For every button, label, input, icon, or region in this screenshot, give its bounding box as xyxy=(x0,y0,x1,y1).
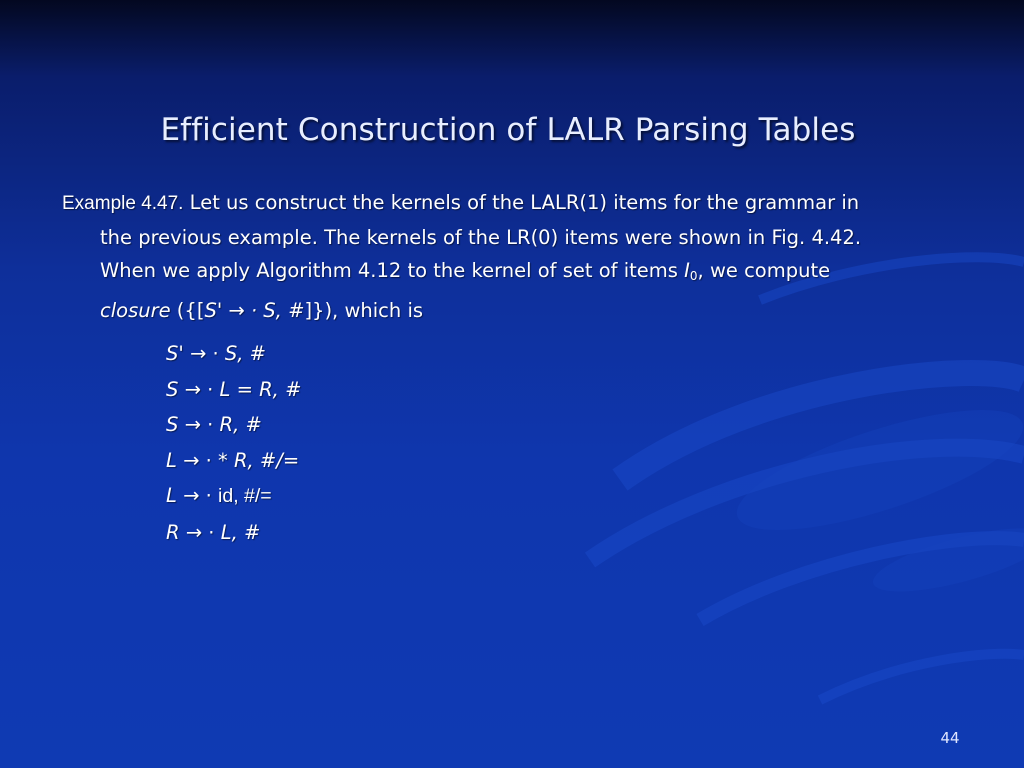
slide-title: Efficient Construction of LALR Parsing Tables xyxy=(160,112,856,148)
item-lhs: L xyxy=(166,448,177,472)
paragraph-text-1: Let us construct the kernels of the LALR(1) items for the grammar in xyxy=(189,191,860,214)
closure-open: ({[ xyxy=(170,298,205,322)
lr-items-list xyxy=(166,336,301,551)
paragraph-line-2: the previous example. The kernels of the LR(0) items were shown in Fig. 4.42. xyxy=(100,225,862,249)
item-lhs: S' xyxy=(166,342,184,365)
item-lhs: L xyxy=(166,484,177,508)
item-arrow: → · xyxy=(176,448,219,472)
closure-close: ]}), which is xyxy=(304,298,424,322)
paragraph-text-3b: , we compute xyxy=(697,259,831,282)
item-rhs: L = R, # xyxy=(219,377,302,401)
example-label: Example 4.47. xyxy=(62,193,184,214)
item-rhs: * R, #/= xyxy=(218,448,300,472)
closure-item: S' → · S, # xyxy=(204,298,305,322)
lr-item-row xyxy=(166,336,301,372)
lr-item-row xyxy=(166,478,301,515)
lr-item-row xyxy=(166,443,301,479)
item-lhs: S xyxy=(166,377,179,401)
paragraph-text-3a: When we apply Algorithm 4.12 to the kernel of set of items xyxy=(100,259,685,282)
set-symbol: I xyxy=(684,259,690,282)
item-arrow: → · xyxy=(178,413,220,437)
page-number: 44 xyxy=(940,729,960,747)
lr-item-row xyxy=(166,515,301,551)
item-arrow: → · xyxy=(179,520,221,544)
item-lhs: R xyxy=(166,520,180,544)
item-rhs: R, # xyxy=(219,413,262,437)
paragraph-line-4 xyxy=(62,294,962,328)
example-paragraph xyxy=(62,186,962,327)
item-rhs: id, #/= xyxy=(218,485,272,508)
closure-word: closure xyxy=(100,298,171,322)
item-arrow: → · xyxy=(178,377,220,401)
lr-item-row xyxy=(166,407,301,443)
item-rhs: L, # xyxy=(220,520,261,544)
item-lhs: S xyxy=(166,413,179,437)
lr-item-row xyxy=(166,372,301,408)
paragraph-line-3 xyxy=(62,254,962,294)
item-arrow: → · xyxy=(176,484,219,508)
item-rhs: S, # xyxy=(224,342,267,365)
item-arrow: → · xyxy=(183,342,225,365)
paragraph-line-1 xyxy=(62,186,962,221)
set-subscript: 0 xyxy=(689,269,698,283)
